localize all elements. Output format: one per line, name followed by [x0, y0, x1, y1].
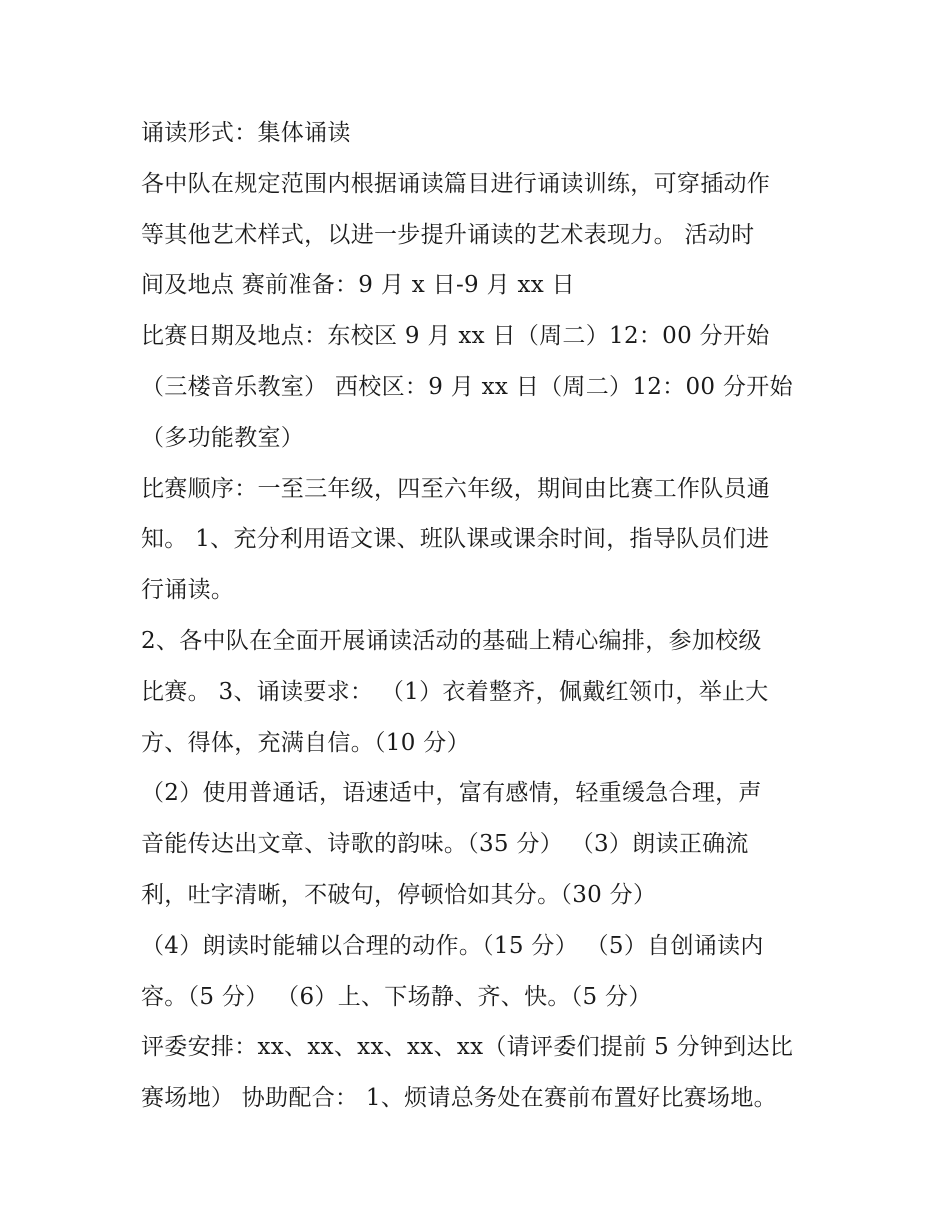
text-line: 行诵读。: [141, 577, 235, 604]
text-line: 比赛。 3、诵读要求： （1）衣着整齐，佩戴红领巾，举止大: [141, 678, 769, 705]
text-line: 间及地点 赛前准备：9 月 x 日-9 月 xx 日: [141, 272, 575, 299]
text-line: 等其他艺术样式，以进一步提升诵读的艺术表现力。 活动时: [141, 221, 755, 248]
text-line: 诵读形式：集体诵读: [141, 120, 351, 146]
text-line: 音能传达出文章、诗歌的韵味。（35 分） （3）朗读正确流: [141, 831, 749, 858]
text-line: 利，吐字清晰，不破句，停顿恰如其分。（30 分）: [141, 881, 657, 908]
text-line: （三楼音乐教室） 西校区：9 月 xx 日（周二）12：00 分开始: [141, 373, 793, 400]
text-line: 容。（5 分） （6）上、下场静、齐、快。（5 分）: [141, 983, 652, 1010]
text-line: 评委安排：xx、xx、xx、xx、xx（请评委们提前 5 分钟到达比: [141, 1034, 794, 1061]
text-line: 知。 1、充分利用语文课、班队课或课余时间，指导队员们进: [141, 526, 770, 553]
text-line: 方、得体，充满自信。（10 分）: [141, 729, 470, 756]
text-line: （2）使用普通话，语速适中，富有感情，轻重缓急合理，声: [141, 780, 762, 807]
text-line: 比赛顺序：一至三年级，四至六年级，期间由比赛工作队员通: [141, 475, 771, 502]
text-line: （4）朗读时能辅以合理的动作。（15 分） （5）自创诵读内: [141, 932, 764, 959]
document-body: [141, 108, 831, 1124]
text-line: （多功能教室）: [141, 424, 305, 451]
text-line: 各中队在规定范围内根据诵读篇目进行诵读训练，可穿插动作: [141, 170, 771, 197]
text-line: 比赛日期及地点：东校区 9 月 xx 日（周二）12：00 分开始: [141, 323, 770, 350]
text-line: 赛场地） 协助配合： 1、烦请总务处在赛前布置好比赛场地。: [141, 1085, 777, 1112]
text-line: 2、各中队在全面开展诵读活动的基础上精心编排，参加校级: [141, 627, 762, 654]
